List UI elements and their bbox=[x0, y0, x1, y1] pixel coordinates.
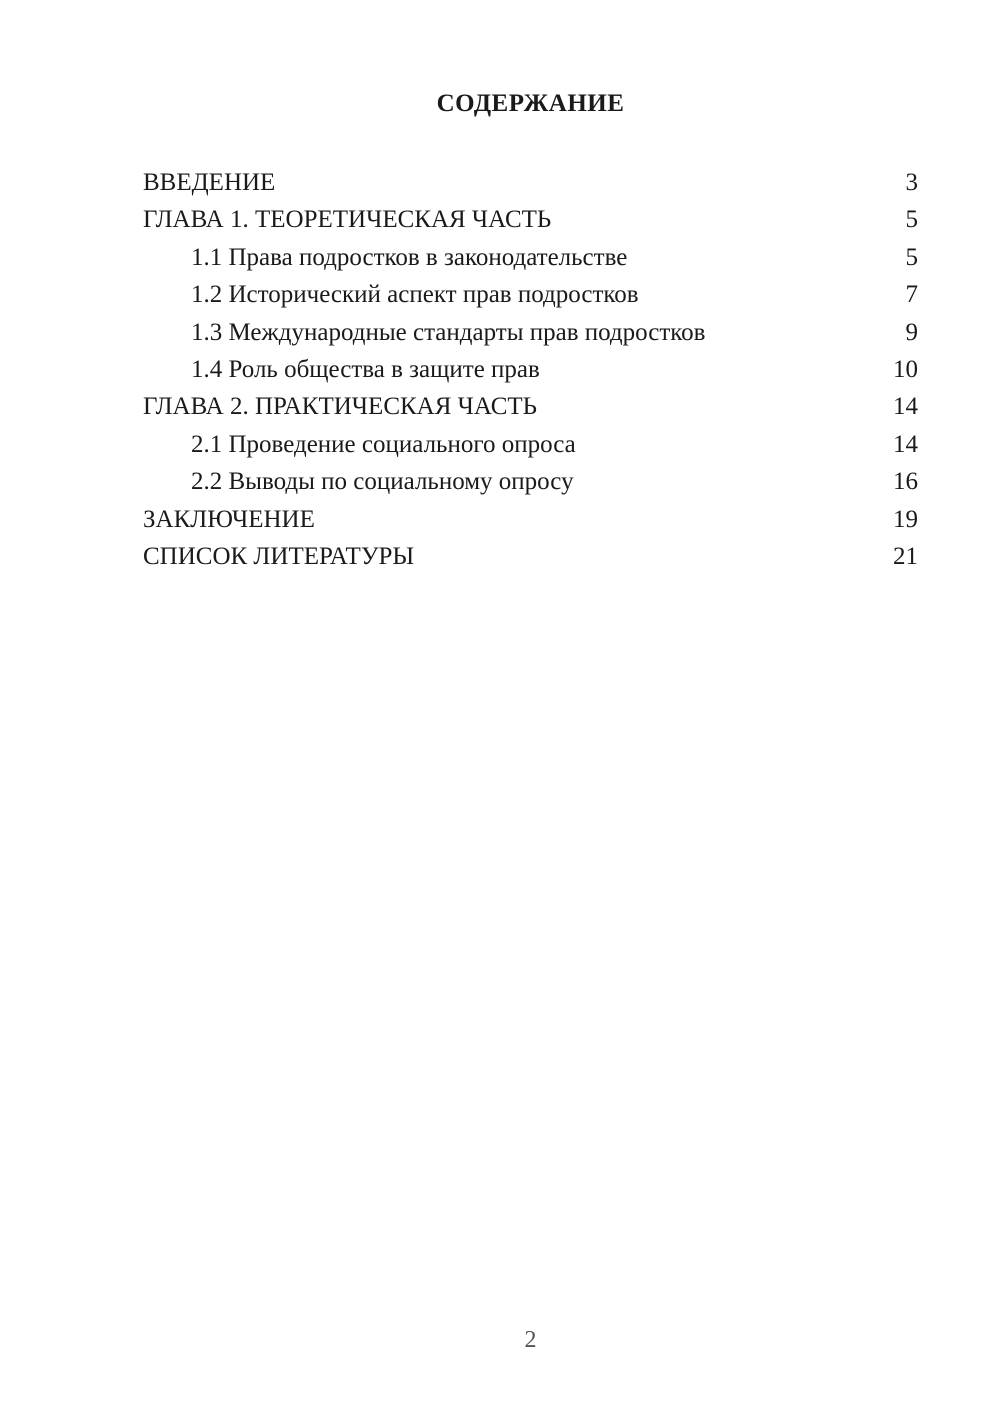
footer-page-number: 2 bbox=[524, 1327, 537, 1353]
toc-row bbox=[143, 351, 918, 388]
toc-entry-page: 10 bbox=[893, 356, 918, 384]
toc-entry-page: 5 bbox=[905, 206, 918, 234]
toc-entry-label: ГЛАВА 2. ПРАКТИЧЕСКАЯ ЧАСТЬ bbox=[143, 393, 538, 421]
toc-entry-page: 5 bbox=[905, 243, 918, 271]
toc-row bbox=[143, 164, 918, 201]
toc-entry-page: 19 bbox=[893, 505, 918, 533]
toc-row bbox=[143, 538, 918, 575]
toc-entry-label: ЗАКЛЮЧЕНИЕ bbox=[143, 505, 315, 533]
toc-row bbox=[143, 501, 918, 538]
toc-entry-page: 9 bbox=[905, 318, 918, 346]
toc-row bbox=[143, 276, 918, 313]
toc-row bbox=[143, 239, 918, 276]
toc-row bbox=[143, 201, 918, 238]
toc-entry-label: 1.4 Роль общества в защите прав bbox=[191, 356, 540, 384]
toc-row bbox=[143, 314, 918, 351]
toc-entry-page: 14 bbox=[893, 430, 918, 458]
toc-entry-label: ВВЕДЕНИЕ bbox=[143, 169, 276, 196]
toc-entry-label: ГЛАВА 1. ТЕОРЕТИЧЕСКАЯ ЧАСТЬ bbox=[143, 206, 552, 234]
toc-entry-label: 2.1 Проведение социального опроса bbox=[191, 430, 576, 458]
toc-entry-page: 14 bbox=[893, 393, 918, 421]
toc-row bbox=[143, 426, 918, 463]
toc-entry-page: 7 bbox=[905, 281, 918, 309]
toc-entry-label: 1.3 Международные стандарты прав подростков bbox=[191, 318, 706, 346]
toc-entry-page: 3 bbox=[905, 169, 918, 196]
page-title: СОДЕРЖАНИЕ bbox=[436, 90, 625, 117]
toc-row bbox=[143, 388, 918, 425]
toc-row bbox=[143, 463, 918, 500]
toc-entry-page: 16 bbox=[893, 468, 918, 496]
toc-entry-label: СПИСОК ЛИТЕРАТУРЫ bbox=[143, 543, 415, 571]
toc-list bbox=[143, 164, 918, 575]
toc-entry-label: 2.2 Выводы по социальному опросу bbox=[191, 468, 574, 496]
toc-entry-label: 1.2 Исторический аспект прав подростков bbox=[191, 281, 639, 309]
toc-entry-page: 21 bbox=[893, 543, 918, 571]
toc-entry-label: 1.1 Права подростков в законодательстве bbox=[191, 243, 628, 271]
